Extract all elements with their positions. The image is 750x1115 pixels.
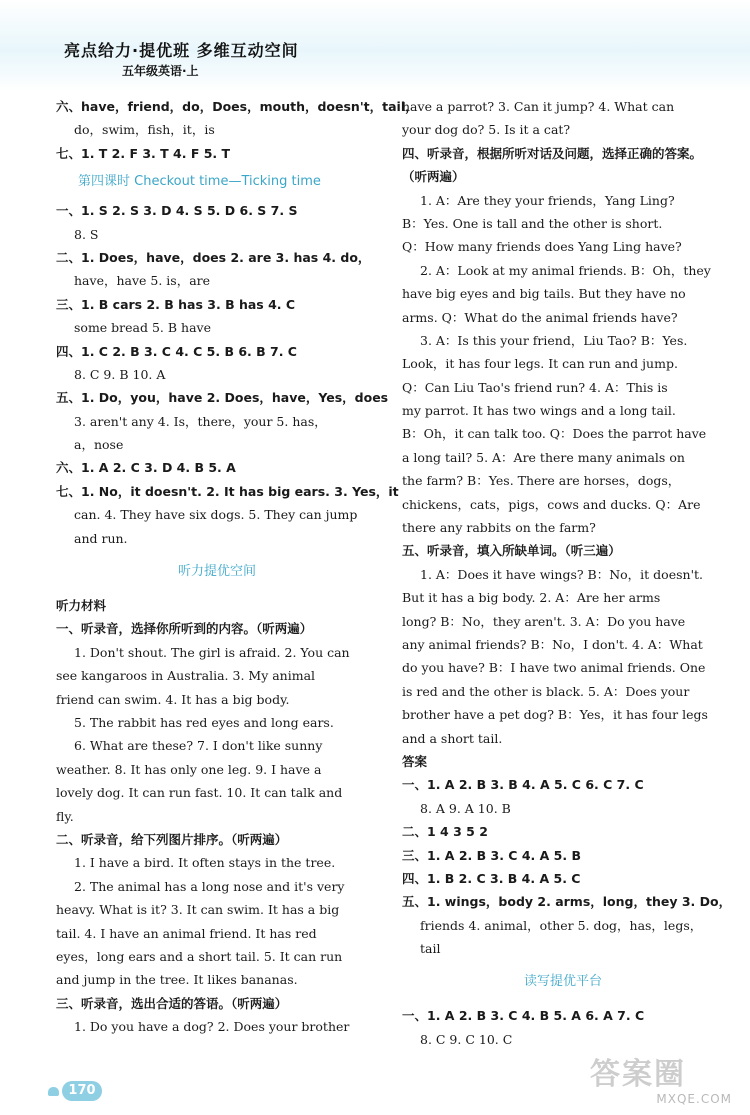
text-line: do you have? B：I have two animal friends. One [402, 660, 706, 676]
text-line: friend can swim. 4. It has a big body. [56, 691, 290, 707]
text-line: long? B：No，they aren't. 3. A：Do you have [402, 613, 686, 629]
answer-line: 二、1 4 3 5 2 [402, 824, 488, 840]
answer-line: 一、1. S 2. S 3. D 4. S 5. D 6. S 7. S [56, 203, 298, 219]
answer-line: 一、1. A 2. B 3. B 4. A 5. C 6. C 7. C [402, 777, 644, 793]
text-line: 2. A：Look at my animal friends. B：Oh，they [420, 262, 711, 278]
answer-line: can. 4. They have six dogs. 5. They can jump [74, 507, 358, 523]
text-line: and a short tail. [402, 730, 503, 746]
text-line: have a parrot? 3. Can it jump? 4. What can [402, 99, 675, 114]
text-line: 1. Don't shout. The girl is afraid. 2. You can [74, 644, 350, 660]
answer-line: 三、1. A 2. B 3. C 4. A 5. B [402, 847, 581, 863]
section-title-listening: 听力提优空间 [177, 564, 256, 580]
text-line: 5. The rabbit has red eyes and long ears. [74, 714, 334, 730]
text-line: B：Yes. One is tall and the other is short. [402, 215, 663, 231]
question-heading: 三、听录音，选出合适的答语。（听两遍） [56, 995, 288, 1011]
watermark-logo: 答案圈 [590, 1057, 686, 1092]
text-line: 1. I have a bird. It often stays in the tree. [74, 855, 336, 871]
right-column [402, 95, 732, 1051]
answer-line: 四、1. B 2. C 3. B 4. A 5. C [402, 870, 581, 886]
answer-line: 五、1. wings，body 2. arms，long，they 3. Do， [402, 894, 732, 910]
answer-line: 六、1. A 2. C 3. D 4. B 5. A [56, 460, 236, 476]
text-line: brother have a pet dog? B：Yes，it has four legs [402, 707, 708, 723]
text-line: and jump in the tree. It likes bananas. [56, 972, 298, 988]
answer-line: 一、1. A 2. B 3. C 4. B 5. A 6. A 7. C [402, 1008, 645, 1024]
subheading-materials: 听力材料 [56, 598, 107, 614]
text-line: there any rabbits on the farm? [402, 520, 596, 536]
text-line: weather. 8. It has only one leg. 9. I have a [56, 761, 322, 777]
watermark [590, 1058, 740, 1108]
text-line: eyes，long ears and a short tail. 5. It can run [56, 948, 343, 964]
text-line: 1. A：Does it have wings? B：No，it doesn't. [420, 566, 703, 582]
text-line: Q：Can Liu Tao's friend run? 4. A：This is [402, 379, 668, 395]
section-title-reading-writing: 读写提优平台 [523, 974, 602, 990]
text-line: my parrot. It has two wings and a long tail. [402, 403, 676, 419]
answer-line: tail [420, 941, 441, 957]
text-line: Look，it has four legs. It can run and jump. [402, 356, 678, 372]
answer-line: 8. C 9. B 10. A [74, 366, 166, 382]
question-heading: 四、听录音，根据所听对话及问题，选择正确的答案。 [402, 145, 703, 161]
question-heading: 一、听录音，选择你所听到的内容。（听两遍） [56, 621, 313, 637]
answer-line: 二、1. Does，have，does 2. are 3. has 4. do， [56, 249, 371, 265]
text-line: arms. Q：What do the animal friends have? [402, 309, 678, 325]
answer-line: 三、1. B cars 2. B has 3. B has 4. C [56, 296, 296, 312]
answer-line: 四、1. C 2. B 3. C 4. C 5. B 6. B 7. C [56, 343, 297, 359]
book-subtitle: 五年级英语·上 [122, 64, 199, 78]
text-line: heavy. What is it? 3. It can swim. It has a big [56, 902, 340, 918]
answer-line: some bread 5. B have [74, 320, 211, 336]
answer-line: a，nose [74, 437, 124, 453]
answer-line: 8. S [74, 226, 99, 242]
text-line: tail. 4. I have an animal friend. It has red [56, 925, 317, 941]
watermark-url: MXQE.COM [656, 1092, 732, 1106]
book-title: 亮点给力·提优班 多维互动空间 [64, 41, 299, 60]
text-line: your dog do? 5. Is it a cat? [402, 122, 571, 138]
text-line: 1. Do you have a dog? 2. Does your brother [74, 1019, 350, 1035]
question-heading-note: （听两遍） [402, 169, 465, 185]
answer-line: have，have 5. is，are [74, 273, 211, 289]
question-heading: 二、听录音，给下列图片排序。（听两遍） [56, 831, 288, 847]
text-line: B：Oh，it can talk too. Q：Does the parrot have [402, 426, 707, 442]
text-line: 3. A：Is this your friend，Liu Tao? B：Yes. [420, 332, 688, 348]
subheading-answers: 答案 [402, 753, 428, 769]
text-line: 2. The animal has a long nose and it's very [74, 878, 345, 894]
answer-line: 七、1. T 2. F 3. T 4. F 5. T [56, 145, 231, 161]
text-line: is red and the other is black. 5. A：Does your [402, 683, 690, 699]
answer-line: 七、1. No，it doesn't. 2. It has big ears. 3. Yes，it [56, 483, 399, 499]
answer-line: and run. [74, 530, 128, 546]
text-line: a long tail? 5. A：Are there many animals on [402, 449, 685, 465]
answer-line: do，swim，fish，it，is [74, 122, 215, 138]
answer-line: 五、1. Do，you，have 2. Does，have，Yes，does [56, 390, 389, 406]
answer-line: 8. C 9. C 10. C [420, 1031, 513, 1047]
question-heading: 五、听录音，填入所缺单词。（听三遍） [402, 543, 621, 559]
text-line: any animal friends? B：No，I don't. 4. A：What [402, 636, 703, 652]
text-line: Q：How many friends does Yang Ling have? [402, 239, 682, 255]
text-line: the farm? B：Yes. There are horses，dogs， [402, 473, 681, 489]
text-line: 6. What are these? 7. I don't like sunny [74, 738, 323, 754]
answer-line: 3. aren't any 4. Is，there，your 5. has， [74, 413, 327, 429]
answer-line: friends 4. animal，other 5. dog，has，legs， [420, 917, 703, 933]
text-line: But it has a big body. 2. A：Are her arms [402, 590, 661, 606]
text-line: fly. [56, 808, 74, 824]
page-number: 170 [62, 1081, 102, 1101]
text-line: have big eyes and big tails. But they have no [402, 286, 686, 302]
text-line: see kangaroos in Australia. 3. My animal [56, 668, 316, 684]
answer-line: 8. A 9. A 10. B [420, 800, 511, 816]
section-title-checkout: 第四课时 Checkout time—Ticking time [78, 174, 321, 190]
text-line: 1. A：Are they your friends，Yang Ling? [420, 192, 675, 208]
text-line: lovely dog. It can run fast. 10. It can talk and [56, 785, 343, 801]
answer-line: 六、have，friend，do，Does，mouth，doesn't，tail， [56, 99, 418, 114]
text-line: chickens，cats，pigs，cows and ducks. Q：Are [402, 496, 701, 512]
page-number-icon [48, 1087, 59, 1096]
